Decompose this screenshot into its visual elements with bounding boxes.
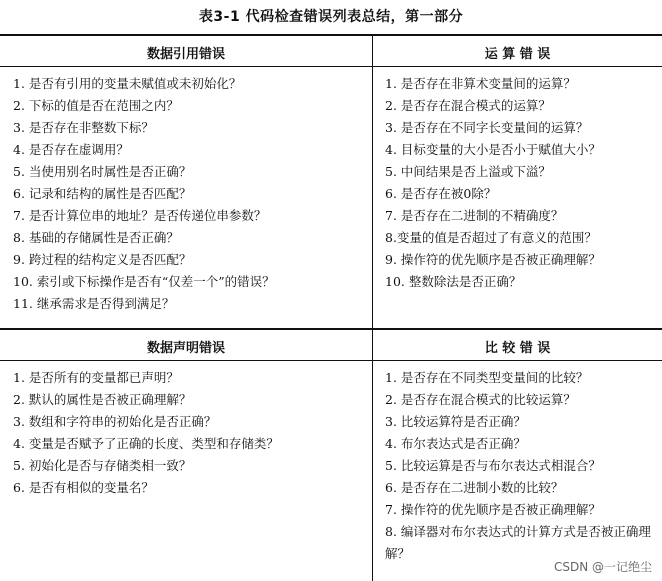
list-item: 1. 是否存在不同类型变量间的比较？ <box>385 370 589 385</box>
list-item: 1. 是否存在非算术变量间的运算？ <box>385 76 576 91</box>
header-rule-2 <box>0 360 662 361</box>
data-declaration-heading: 数据声明错误 <box>146 341 225 356</box>
list-item: 7. 是否存在二进制的不精确度？ <box>385 208 564 223</box>
list-item: 8. 基础的存储属性是否正确？ <box>13 230 179 245</box>
list-item: 9. 操作符的优先顺序是否被正确理解？ <box>385 252 601 267</box>
list-item: 5. 当使用别名时属性是否正确？ <box>13 164 192 179</box>
list-item: 2. 是否存在混合模式的运算？ <box>385 98 551 113</box>
list-item: 2. 是否存在混合模式的比较运算？ <box>385 392 576 407</box>
list-item: 6. 是否有相似的变量名？ <box>13 480 154 495</box>
list-item: 5. 初始化是否与存储类相一致？ <box>13 458 192 473</box>
list-item: 3. 比较运算符是否正确？ <box>385 414 526 429</box>
list-item: 1. 是否有引用的变量未赋值或未初始化？ <box>13 76 242 91</box>
column-divider <box>372 35 373 581</box>
list-item: 8. 编译器对布尔表达式的计算方式是否被正确理解？ <box>385 524 651 561</box>
computation-heading: 运 算 错 误 <box>484 47 551 62</box>
list-item: 4. 变量是否赋予了正确的长度、类型和存储类？ <box>13 436 279 451</box>
data-reference-heading: 数据引用错误 <box>146 47 225 62</box>
list-item: 10. 整数除法是否正确？ <box>385 274 522 289</box>
list-item: 5. 中间结果是否上溢或下溢？ <box>385 164 551 179</box>
list-item: 9. 跨过程的结构定义是否匹配？ <box>13 252 192 267</box>
list-item: 6. 记录和结构的属性是否匹配？ <box>13 186 192 201</box>
list-item: 10. 索引或下标操作是否有“仅差一个”的错误？ <box>13 274 275 289</box>
data-reference-list <box>13 73 368 315</box>
list-item: 6. 是否存在被0除？ <box>385 186 497 201</box>
data-declaration-list <box>13 367 368 499</box>
comparison-list <box>385 367 657 565</box>
list-item: 4. 布尔表达式是否正确？ <box>385 436 526 451</box>
top-rule <box>0 34 662 36</box>
header-rule-1 <box>0 66 662 67</box>
list-item: 2. 默认的属性是否被正确理解？ <box>13 392 192 407</box>
list-item: 7. 操作符的优先顺序是否被正确理解？ <box>385 502 601 517</box>
list-item: 3. 数组和字符串的初始化是否正确？ <box>13 414 217 429</box>
list-item: 6. 是否存在二进制小数的比较？ <box>385 480 564 495</box>
list-item: 3. 是否存在不同字长变量间的运算？ <box>385 120 589 135</box>
list-item: 8.变量的值是否超过了有意义的范围？ <box>385 230 597 245</box>
comparison-heading: 比 较 错 误 <box>484 341 551 356</box>
table-title: 表3-1 代码检查错误列表总结，第一部分 <box>198 9 464 25</box>
list-item: 1. 是否所有的变量都已声明？ <box>13 370 179 385</box>
list-item: 2. 下标的值是否在范围之内？ <box>13 98 179 113</box>
list-item: 3. 是否存在非整数下标？ <box>13 120 154 135</box>
list-item: 5. 比较运算是否与布尔表达式相混合？ <box>385 458 601 473</box>
computation-list <box>385 73 660 293</box>
list-item: 4. 目标变量的大小是否小于赋值大小？ <box>385 142 601 157</box>
list-item: 4. 是否存在虚调用？ <box>13 142 129 157</box>
middle-rule <box>0 328 662 330</box>
csdn-watermark: CSDN @一记绝尘 <box>553 560 652 574</box>
list-item: 7. 是否计算位串的地址？是否传递位串参数？ <box>13 208 267 223</box>
list-item: 11. 继承需求是否得到满足？ <box>13 296 175 311</box>
